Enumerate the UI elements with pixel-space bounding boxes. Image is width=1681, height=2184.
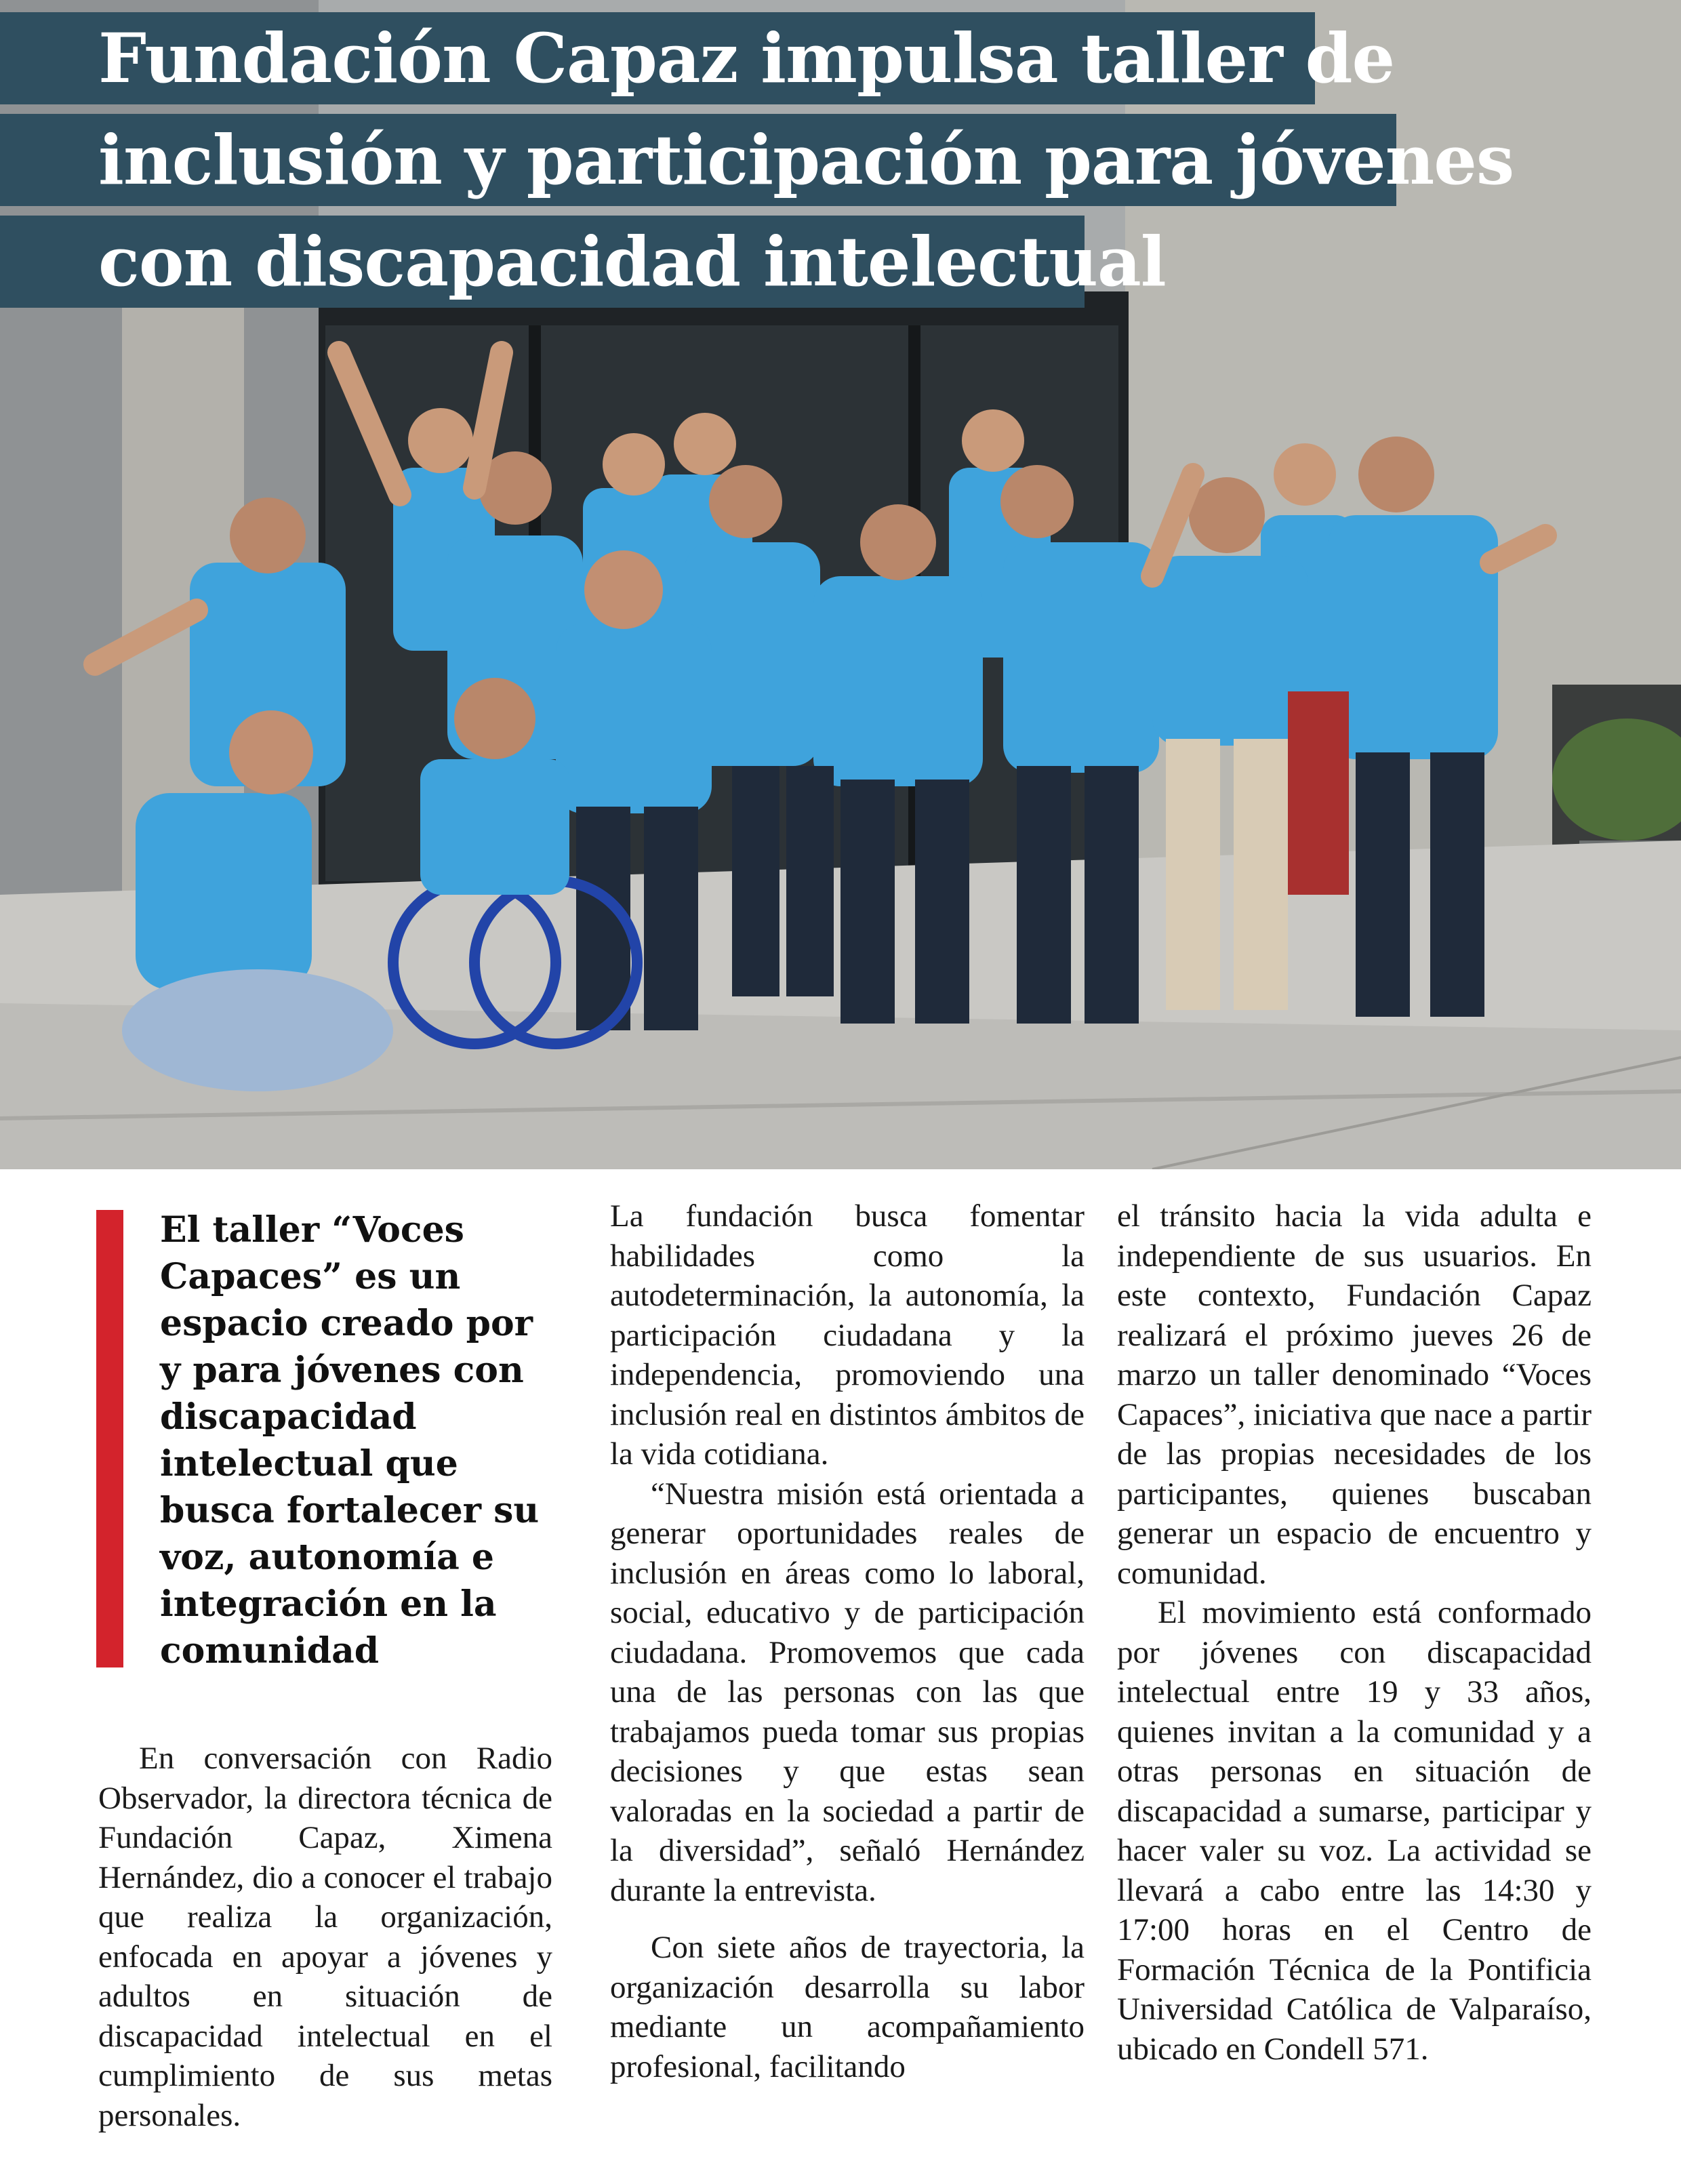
headline-line-3: con discapacidad intelectual xyxy=(0,216,1085,308)
body-column-2 xyxy=(610,1196,1085,2086)
lead-paragraph: El taller “Voces Capaces” es un espacio creado por y para jóvenes con discapacidad intelectual que busca fortalecer su voz, autonomía e integración en la comunidad xyxy=(160,1209,540,1672)
body-column-3 xyxy=(1117,1196,1592,2069)
body-paragraph-3: “Nuestra misión está orientada a generar oportunidades reales de inclusión en áreas como lo laboral, social, educativo y de participación ciudadana. Promovemos que cada una de las personas con las que trabajamos pueda tomar sus propias decisiones y que estas sean valoradas en la sociedad a partir de la diversidad”, señaló Hernández durante la entrevista. xyxy=(610,1476,1085,1908)
lead-accent-bar xyxy=(96,1210,123,1667)
body-paragraph-4: Con siete años de trayectoria, la organización desarrolla su labor mediante un acompañamiento profesional, facilitando xyxy=(610,1930,1085,2084)
body-paragraph-2: La fundación busca fomentar habilidades como la autodeterminación, la autonomía, la participación ciudadana y la independencia, promoviendo una inclusión real en distintos ámbitos de la vida cotidiana. xyxy=(610,1198,1085,1472)
body-column-1 xyxy=(98,1739,552,2135)
body-paragraph-4-continued: el tránsito hacia la vida adulta e independiente de sus usuarios. En este contexto, Fundación Capaz realizará el próximo jueves 26 de marzo un taller denominado “Voces Capaces”, iniciativa que nace a partir de las propias necesidades de los participantes, quienes buscaban generar un espacio de encuentro y comunidad. xyxy=(1117,1198,1592,1591)
headline-line-2: inclusión y participación para jóvenes xyxy=(0,114,1396,206)
headline-line-1: Fundación Capaz impulsa taller de xyxy=(0,12,1315,104)
body-paragraph-1: En conversación con Radio Observador, la directora técnica de Fundación Capaz, Ximena Hernández, dio a conocer el trabajo que realiza la organización, enfocada en apoyar a jóvenes y adultos en situación de discapacidad intelectual en el cumplimiento de sus metas personales. xyxy=(98,1741,552,2133)
body-paragraph-5: El movimiento está conformado por jóvenes con discapacidad intelectual entre 19 y 33 años, quienes invitan a la comunidad y a otras personas en situación de discapacidad a sumarse, participar y hacer valer su voz. La actividad se llevará a cabo entre las 14:30 y 17:00 horas en el Centro de Formación Técnica de la Pontificia Universidad Católica de Valparaíso, ubicado en Condell 571. xyxy=(1117,1595,1592,2067)
